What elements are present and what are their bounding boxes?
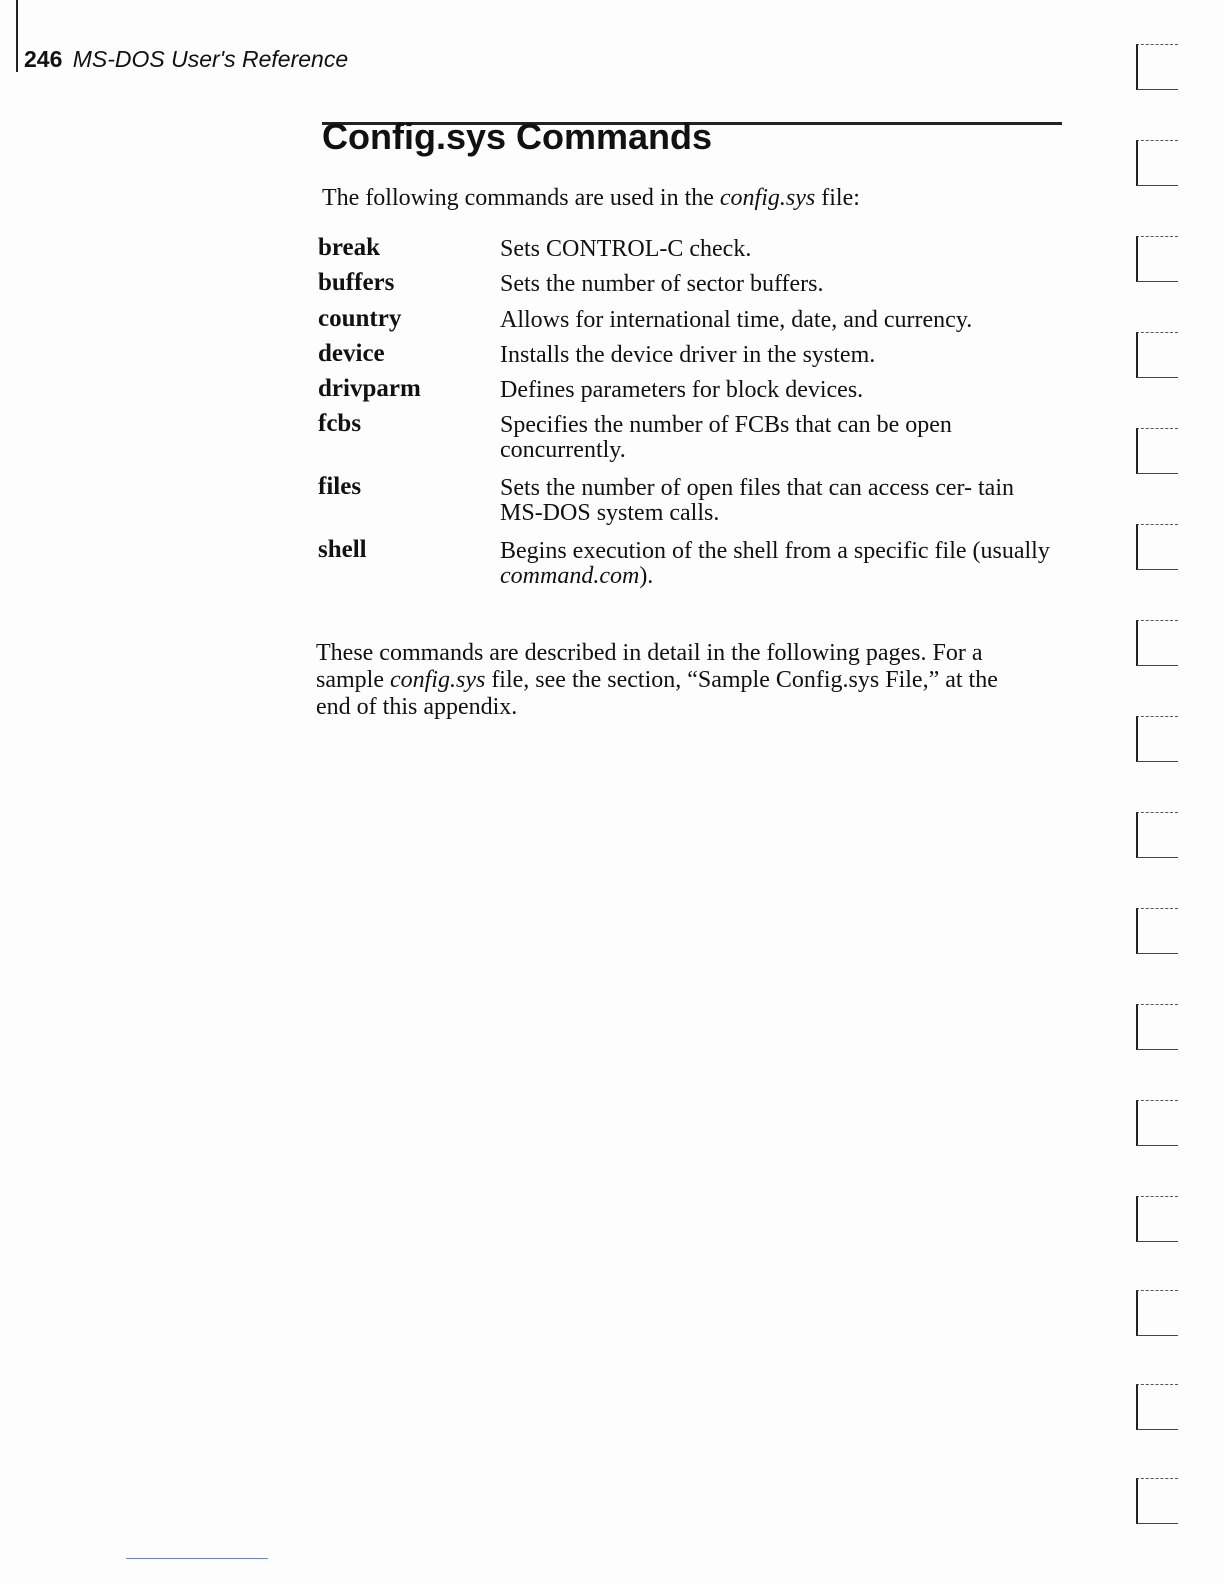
- index-tab: [1136, 140, 1178, 186]
- command-description: Specifies the number of FCBs that can be open concurrently.: [500, 412, 952, 463]
- index-tab: [1136, 716, 1178, 762]
- index-tab: [1136, 1196, 1178, 1242]
- index-tab: [1136, 524, 1178, 570]
- index-tab: [1136, 1384, 1178, 1430]
- command-description: Defines parameters for block devices.: [500, 377, 864, 403]
- index-tab: [1136, 1478, 1178, 1524]
- command-description: Allows for international time, date, and currency.: [500, 307, 973, 333]
- index-tab: [1136, 620, 1178, 666]
- command-name: fcbs: [318, 410, 362, 437]
- thumb-index-tabs: [1136, 44, 1184, 1544]
- command-name: country: [318, 305, 402, 332]
- command-name: drivparm: [318, 375, 421, 402]
- command-name: files: [318, 473, 362, 500]
- footer-rule: [126, 1558, 268, 1559]
- intro-filename: config.sys: [719, 185, 816, 211]
- section-title: Config.sys Commands: [322, 116, 713, 157]
- index-tab: [1136, 908, 1178, 954]
- index-tab: [1136, 1004, 1178, 1050]
- command-description: Sets CONTROL-C check.: [500, 236, 752, 262]
- index-tab: [1136, 1100, 1178, 1146]
- page-number: 246: [24, 46, 63, 72]
- command-name: shell: [318, 536, 367, 563]
- command-name: buffers: [318, 269, 395, 296]
- command-name: device: [318, 340, 385, 367]
- command-description: Sets the number of open files that can access cer- tain MS-DOS system calls.: [500, 475, 1014, 526]
- index-tab: [1136, 332, 1178, 378]
- index-tab: [1136, 1290, 1178, 1336]
- command-description: Installs the device driver in the system.: [500, 342, 876, 368]
- index-tab: [1136, 236, 1178, 282]
- index-tab: [1136, 44, 1178, 90]
- gutter-line: [16, 0, 18, 72]
- command-description: Sets the number of sector buffers.: [500, 271, 824, 297]
- index-tab: [1136, 428, 1178, 474]
- book-title: MS-DOS User's Reference: [72, 46, 349, 72]
- closing-filename: config.sys: [389, 667, 486, 693]
- closing-paragraph: These commands are described in detail in the following pages. For a sample config.sys file, see the section, “Sample Config.sys File,” at the end of this appendix.: [316, 640, 998, 720]
- index-tab: [1136, 812, 1178, 858]
- command-description: Begins execution of the shell from a specific file (usually command.com).: [500, 538, 1050, 589]
- command-name: break: [318, 234, 381, 261]
- intro-paragraph: The following commands are used in the config.sys file:: [322, 185, 860, 211]
- running-head: [24, 46, 348, 73]
